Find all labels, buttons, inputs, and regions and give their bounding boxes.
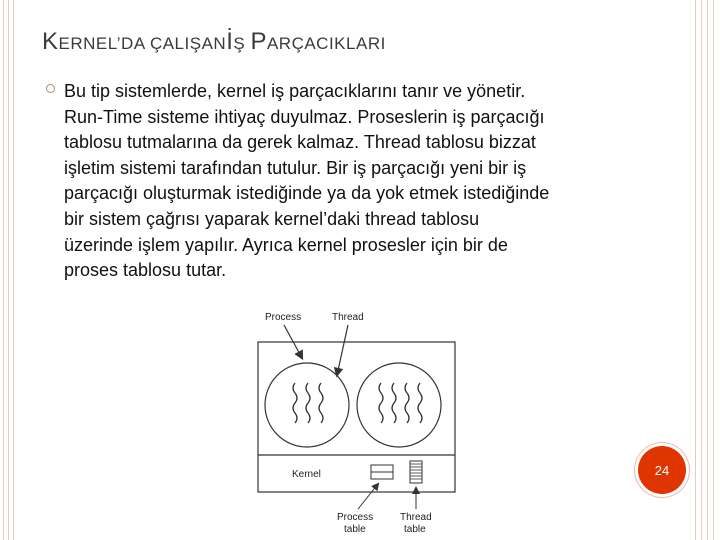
body-line: tablosu tutmalarına da gerek kalmaz. Thread tablosu bizzat: [64, 132, 536, 153]
title-part: ARÇACIKLARI: [266, 34, 386, 53]
system-box: [258, 342, 455, 492]
label-thread-table: Thread: [400, 512, 432, 523]
label-thread: Thread: [332, 312, 364, 323]
label-process: Process: [265, 312, 302, 323]
title-part: K: [42, 28, 59, 55]
title-part: Ş: [233, 34, 251, 53]
label-thread-table: table: [404, 524, 426, 535]
title-part: İ: [226, 28, 234, 55]
label-process-table: table: [344, 524, 366, 535]
body-line: proses tablosu tutar.: [64, 260, 227, 281]
title-part: P: [250, 28, 267, 55]
title-part: ERNEL’DA ÇALIŞAN: [58, 34, 227, 53]
body-line: Run-Time sisteme ihtiyaç duyulmaz. Proseslerin iş parçacığı: [64, 106, 545, 127]
body-line: üzerinde işlem yapılır. Ayrıca kernel prosesler için bir de: [64, 234, 508, 255]
label-kernel: Kernel: [292, 469, 321, 480]
page-number-badge: 24: [638, 446, 686, 494]
body-line: parçacığı oluşturmak istediğinde ya da yok etmek istediğinde: [64, 183, 550, 204]
body-line: bir sistem çağrısı yaparak kernel’daki thread tablosu: [64, 208, 480, 229]
label-process-table: Process: [337, 512, 374, 523]
body-line: Bu tip sistemlerde, kernel iş parçacıklarını tanır ve yönetir.: [64, 81, 526, 101]
body-line: işletim sistemi tarafından tutulur. Bir iş parçacığı yeni bir iş: [64, 157, 527, 178]
